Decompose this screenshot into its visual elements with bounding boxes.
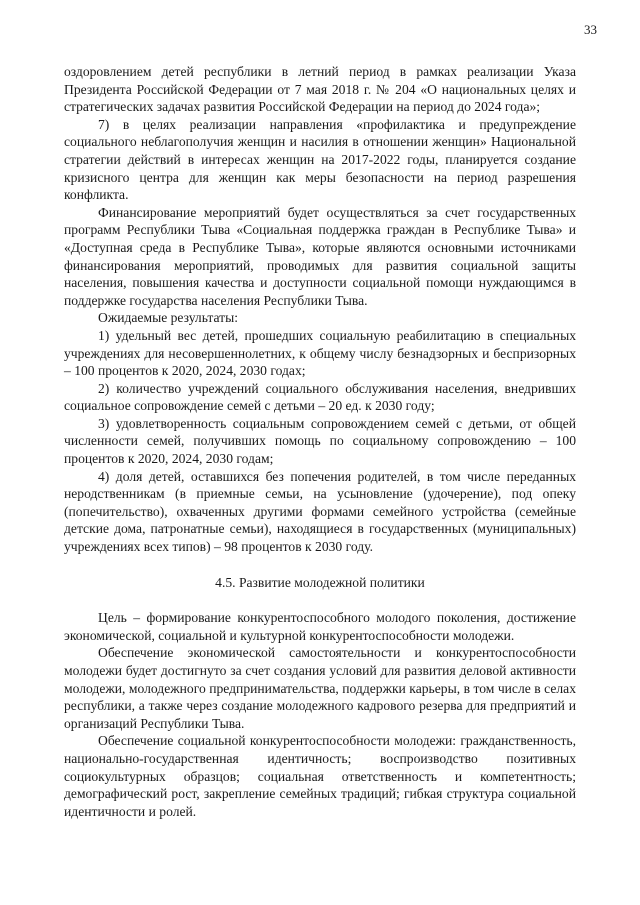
paragraph: Финансирование мероприятий будет осуществляться за счет государственных программ Республики Тыва «Социальная поддержка граждан в Республике Тыва» и «Доступная среда в Республике Тыва», которые являются основными источниками финансирования мероприятий, проводимых для развития социальной защиты населения, повышения качества и доступности социальной помощи нуждающимся в поддержке государства населения Республики Тыва. (64, 204, 576, 308)
list-item: 3) удовлетворенность социальным сопровождением семей с детьми, от общей численности семей, получивших помощь по социальному сопровождению – 100 процентов к 2020, 2024, 2030 годам; (64, 415, 576, 467)
paragraph: оздоровлением детей республики в летний период в рамках реализации Указа Президента Российской Федерации от 7 мая 2018 г. № 204 «О национальных целях и стратегических задачах развития Российской Федерации на период до 2024 года»; (64, 64, 576, 115)
paragraph: Ожидаемые результаты: (98, 310, 239, 326)
section-heading: 4.5. Развитие молодежной политики (215, 574, 425, 590)
list-item: 4) доля детей, оставшихся без попечения родителей, в том числе переданных неродственникам (в приемные семьи, на усыновление (удочерение), под опеку (попечительство), охваченных другими формами семейного устройства (семейные детские дома, патронатные семьи), находящиеся в государственных (муниципальных) учреждениях всех типов) – 98 процентов к 2030 году. (64, 468, 576, 555)
list-item: 2) количество учреждений социального обслуживания населения, внедривших социальное сопровождение семей с детьми – 20 ед. к 2030 году; (64, 380, 576, 414)
paragraph: Обеспечение социальной конкурентоспособности молодежи: гражданственность, национально-государственная идентичность; воспроизводство позитивных социокультурных образцов; социальная ответственность и компетентность; демографический рост, закрепление семейных традиций; гибкая структура социальной идентичности и ролей. (64, 733, 576, 819)
paragraph: Обеспечение экономической самостоятельности и конкурентоспособности молодежи будет достигнуто за счет создания условий для развития деловой активности молодежи, молодежного предпринимательства, поддержки карьеры, в том числе в селах республики, а также через создание молодежного кадрового резерва для предприятий и организаций Республики Тыва. (64, 645, 576, 731)
list-item: 1) удельный вес детей, прошедших социальную реабилитацию в специальных учреждениях для несовершеннолетних, к общему числу безнадзорных и беспризорных – 100 процентов к 2020, 2024, 2030 годах; (64, 327, 576, 379)
paragraph: Цель – формирование конкурентоспособного молодого поколения, достижение экономической, социальной и культурной конкурентоспособности молодежи. (64, 610, 576, 643)
document-body (64, 63, 576, 820)
paragraph: 7) в целях реализации направления «профилактика и предупреждение социального неблагополучия женщин и насилия в отношении женщин» Национальной стратегии действий в интересах женщин на 2017-2022 годы, планируется создание кризисного центра для женщин как меры безопасности на период разрешения конфликта. (64, 116, 576, 203)
page-number: 33 (584, 22, 597, 37)
